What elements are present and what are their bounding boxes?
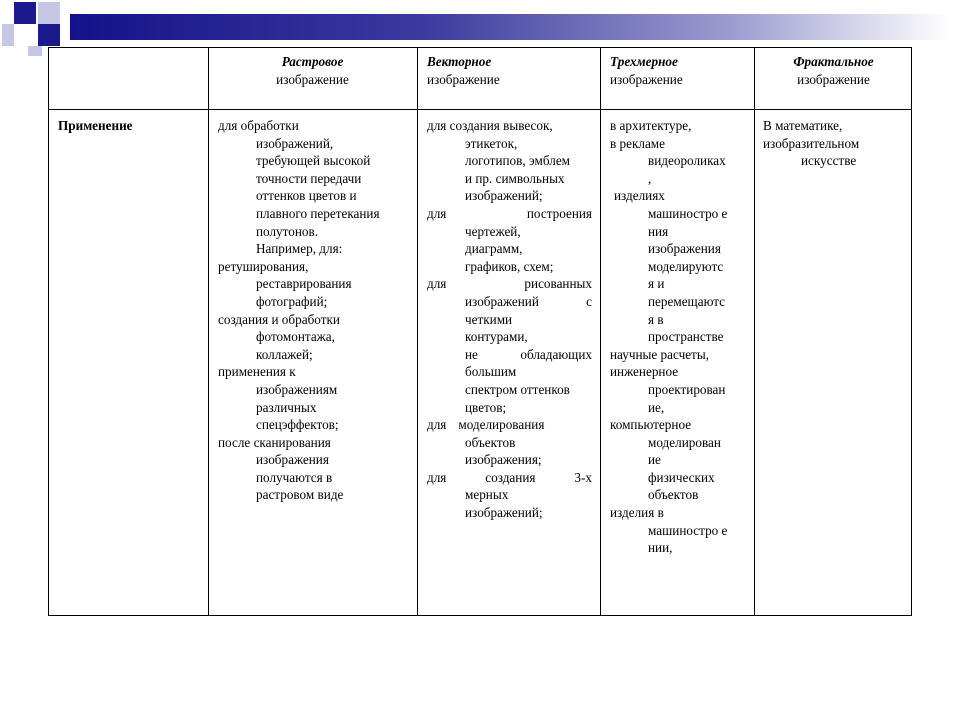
fractal-usage-cell xyxy=(763,117,909,170)
text-word: рисованных xyxy=(524,276,592,292)
text-line: для создания вывесок, xyxy=(427,118,553,133)
text-line: искусстве xyxy=(801,153,857,169)
row-label: Применение xyxy=(58,118,133,133)
text-line: этикеток, xyxy=(465,135,518,151)
text-line: коллажей; xyxy=(256,346,313,362)
text-line: я и xyxy=(648,276,665,292)
text-line: точности передачи xyxy=(256,170,362,186)
text-line: я в xyxy=(648,311,664,327)
text-line: ие, xyxy=(648,399,665,415)
header-square-white xyxy=(14,24,36,46)
text-line: полутонов. xyxy=(256,223,319,239)
text-line: спектром оттенков xyxy=(465,381,570,397)
column-divider xyxy=(754,48,755,615)
header-subtitle: изображение xyxy=(276,71,349,87)
text-word: изображений xyxy=(465,293,539,309)
header-square-dark xyxy=(14,2,36,24)
text-line: , xyxy=(648,170,652,186)
text-line: инженерное xyxy=(610,364,679,380)
vector-usage-cell xyxy=(427,117,592,522)
text-line: мерных xyxy=(465,487,509,503)
text-line: моделирован xyxy=(648,434,721,450)
text-line: ие xyxy=(648,452,661,468)
text-line: спецэффектов; xyxy=(256,417,339,433)
column-divider xyxy=(417,48,418,615)
text-line xyxy=(427,205,592,223)
text-line: графиков, схем; xyxy=(465,258,554,274)
text-word: моделирования xyxy=(458,417,545,433)
header-subtitle: изображение xyxy=(797,71,870,87)
text-line: в архитектуре, xyxy=(610,118,692,133)
text-line: машиностро е xyxy=(648,205,728,221)
text-word: для xyxy=(427,205,447,221)
text-line: изображения; xyxy=(465,452,542,468)
text-line xyxy=(427,469,592,487)
text-line: пространстве xyxy=(648,329,724,345)
text-line: чертежей, xyxy=(465,223,521,239)
header-gradient-band xyxy=(70,14,950,40)
text-line: В математике, xyxy=(763,118,843,133)
text-line xyxy=(427,275,592,293)
text-line: видеороликах xyxy=(648,153,726,169)
text-line: в рекламе xyxy=(610,135,666,151)
text-line: диаграмм, xyxy=(465,241,523,257)
text-line: изображений, xyxy=(256,135,334,151)
text-line: реставрирования xyxy=(256,276,352,292)
header-cell-fractal xyxy=(754,53,913,88)
header-square-dark xyxy=(38,24,60,46)
text-line: изображения xyxy=(648,241,721,257)
text-word: построения xyxy=(526,205,592,221)
text-line: контурами, xyxy=(465,329,528,345)
text-line: требующей высокой xyxy=(256,153,371,169)
text-line: нии, xyxy=(648,540,673,556)
text-line: плавного перетекания xyxy=(256,205,380,221)
text-word: для xyxy=(427,469,447,485)
header-title: Трехмерное xyxy=(610,54,678,69)
header-square-light xyxy=(2,24,14,46)
text-line: различных xyxy=(256,399,317,415)
text-line: Например, для: xyxy=(256,241,343,257)
text-line: проектирован xyxy=(648,381,726,397)
header-cell-3d xyxy=(610,53,750,88)
text-line: фотографий; xyxy=(256,293,328,309)
text-line: изобразительном xyxy=(763,135,860,151)
text-line: машиностро е xyxy=(648,522,728,538)
text-line: физических xyxy=(648,469,715,485)
text-word: с xyxy=(586,293,592,309)
text-line: фотомонтажа, xyxy=(256,329,335,345)
text-line: изображений; xyxy=(465,188,543,204)
text-line: цветов; xyxy=(465,399,507,415)
text-line: перемещаютс xyxy=(648,293,726,309)
text-line: логотипов, эмблем xyxy=(465,153,571,169)
text-line: создания и обработки xyxy=(218,311,340,327)
text-line: применения к xyxy=(218,364,296,380)
text-line: и пр. символьных xyxy=(465,170,565,186)
text-word: обладающих xyxy=(520,346,592,362)
text-line: четкими xyxy=(465,311,513,327)
text-line: получаются в xyxy=(256,469,333,485)
text-line: ния xyxy=(648,223,669,239)
column-divider xyxy=(600,48,601,615)
text-line: объектов xyxy=(465,434,516,450)
header-cell-vector xyxy=(427,53,597,88)
text-word: не xyxy=(465,346,478,362)
text-word: для xyxy=(427,276,447,292)
text-word: создания xyxy=(485,469,536,485)
header-cell-raster xyxy=(208,53,417,88)
text-line: растровом виде xyxy=(256,487,344,503)
raster-usage-cell xyxy=(218,117,413,504)
text-line xyxy=(427,346,592,364)
text-line: научные расчеты, xyxy=(610,346,709,362)
header-square-light xyxy=(28,46,42,56)
text-line: изображениям xyxy=(256,381,338,397)
header-subtitle: изображение xyxy=(610,71,683,87)
text-line: моделируютс xyxy=(648,258,724,274)
text-line: оттенков цветов и xyxy=(256,188,357,204)
text-line: ретуширования, xyxy=(218,258,309,274)
text-line xyxy=(427,416,592,434)
text-line: компьютерное xyxy=(610,417,692,433)
header-row-divider xyxy=(49,109,911,110)
threed-usage-cell xyxy=(610,117,750,557)
column-divider xyxy=(208,48,209,615)
header-square-light xyxy=(38,2,60,24)
text-line: большим xyxy=(465,364,517,380)
comparison-table xyxy=(48,47,912,616)
text-line: изделиях xyxy=(614,188,665,204)
text-line: изображения xyxy=(256,452,329,468)
header-title: Фрактальное xyxy=(793,54,874,69)
text-word: для xyxy=(427,417,447,433)
text-line: объектов xyxy=(648,487,699,503)
text-word: 3-х xyxy=(574,469,592,485)
text-line: после сканирования xyxy=(218,434,331,450)
text-line: изображений; xyxy=(465,505,543,521)
text-line: для обработки xyxy=(218,118,299,133)
header-title: Растровое xyxy=(281,54,344,69)
text-line xyxy=(427,293,592,311)
header-title: Векторное xyxy=(427,54,492,69)
text-line: изделия в xyxy=(610,505,664,521)
header-subtitle: изображение xyxy=(427,71,500,87)
